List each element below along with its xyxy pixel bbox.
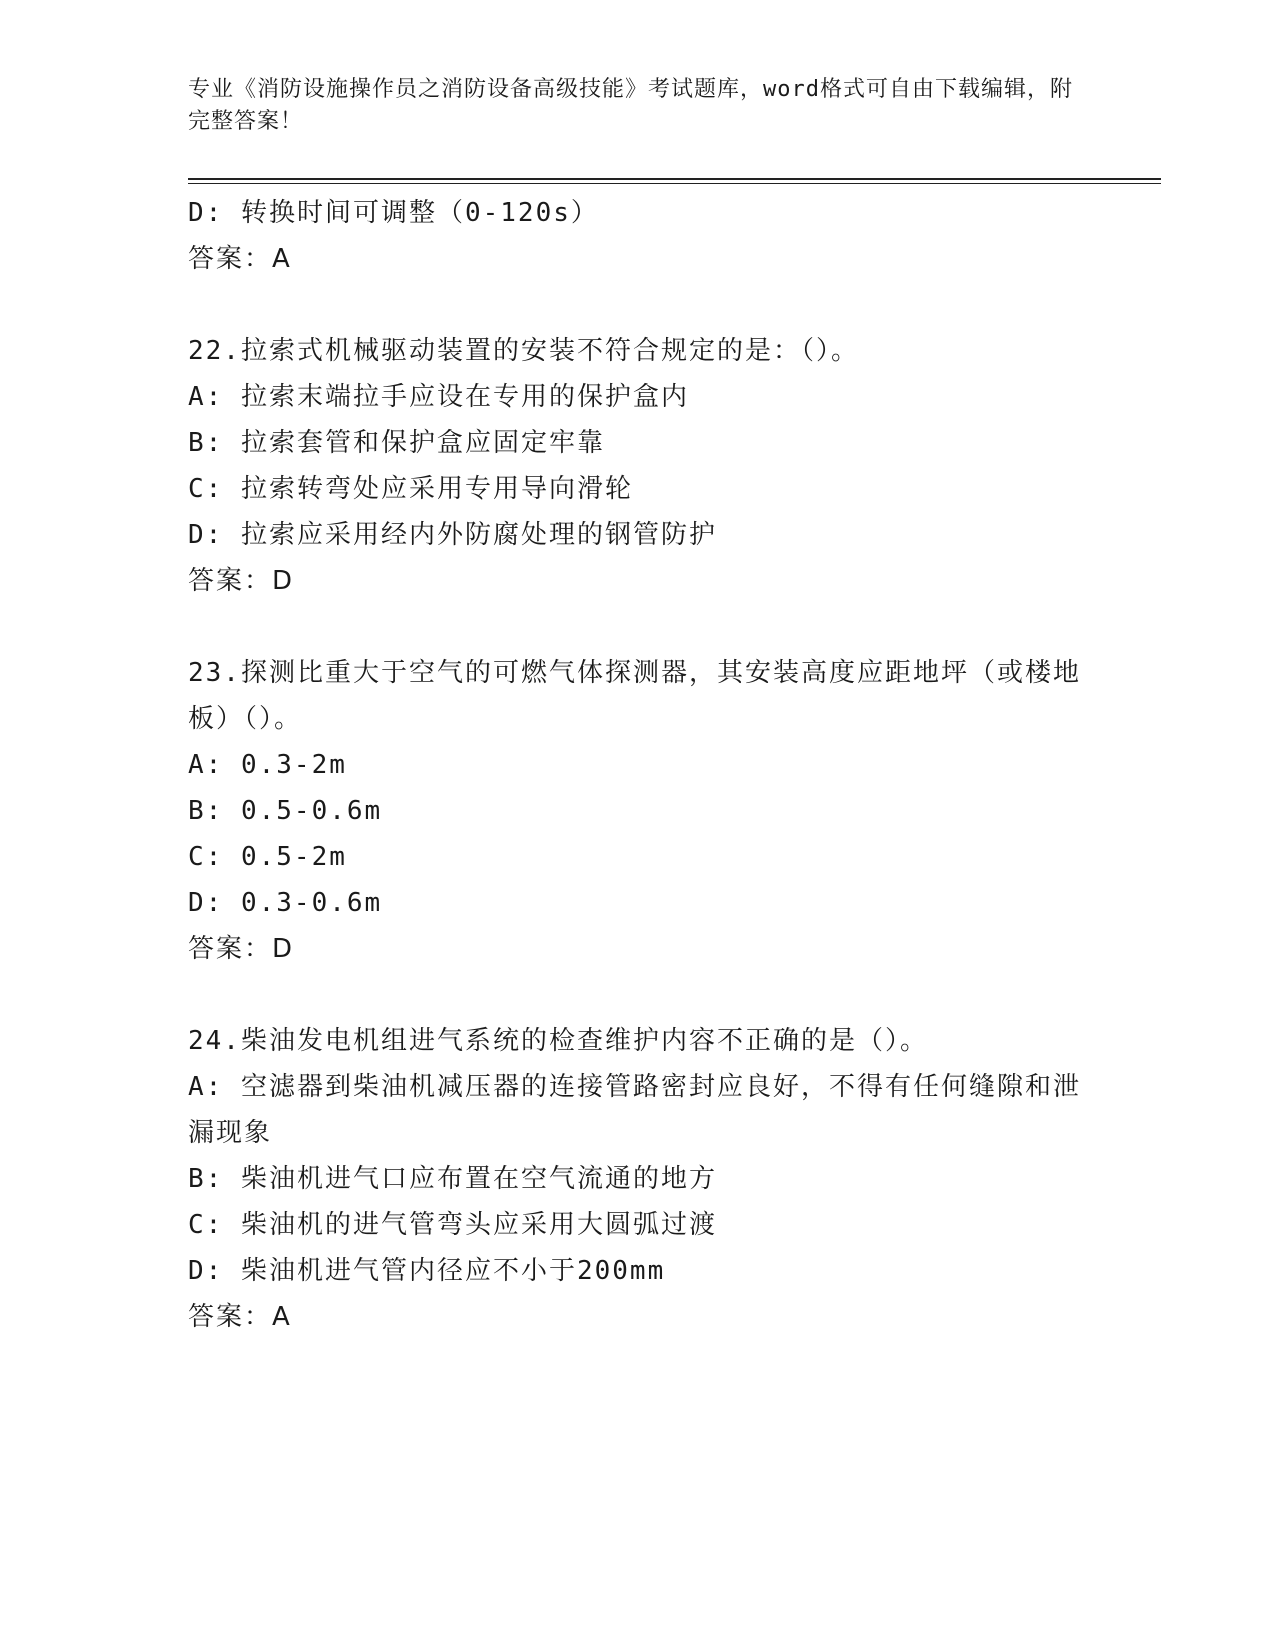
option-c: C: 0.5-2m (188, 842, 347, 872)
question-stem: 23.探测比重大于空气的可燃气体探测器，其安装高度应距地坪（或楼地板）（）。 (188, 658, 1081, 734)
header-divider-thin (188, 183, 1161, 184)
header-divider-thick (188, 178, 1161, 180)
prev-option-d: D: 转换时间可调整（0-120s） (188, 198, 599, 228)
option-d: D: 拉索应采用经内外防腐处理的钢管防护 (188, 520, 717, 550)
option-a: A: 拉索末端拉手应设在专用的保护盒内 (188, 382, 689, 412)
question-stem: 22.拉索式机械驱动装置的安装不符合规定的是：（）。 (188, 336, 859, 366)
option-d: D: 柴油机进气管内径应不小于200mm (188, 1256, 666, 1286)
question-23 (188, 650, 1088, 972)
answer: 答案：D (188, 566, 295, 596)
question-stem: 24.柴油发电机组进气系统的检查维护内容不正确的是（）。 (188, 1026, 928, 1056)
option-a: A: 空滤器到柴油机减压器的连接管路密封应良好，不得有任何缝隙和泄漏现象 (188, 1072, 1081, 1148)
option-c: C: 柴油机的进气管弯头应采用大圆弧过渡 (188, 1210, 717, 1240)
question-content (188, 190, 1088, 1340)
document-header: 专业《消防设施操作员之消防设备高级技能》考试题库，word格式可自由下载编辑，附完整答案！ (188, 77, 1073, 134)
option-c: C: 拉索转弯处应采用专用导向滑轮 (188, 474, 633, 504)
question-22 (188, 328, 1088, 604)
option-b: B: 拉索套管和保护盒应固定牢靠 (188, 428, 605, 458)
option-b: B: 柴油机进气口应布置在空气流通的地方 (188, 1164, 717, 1194)
option-a: A: 0.3-2m (188, 750, 347, 780)
answer: 答案：A (188, 1302, 292, 1332)
option-d: D: 0.3-0.6m (188, 888, 383, 918)
option-b: B: 0.5-0.6m (188, 796, 383, 826)
prev-answer: 答案：A (188, 244, 292, 274)
question-24 (188, 1018, 1088, 1340)
answer: 答案：D (188, 934, 295, 964)
